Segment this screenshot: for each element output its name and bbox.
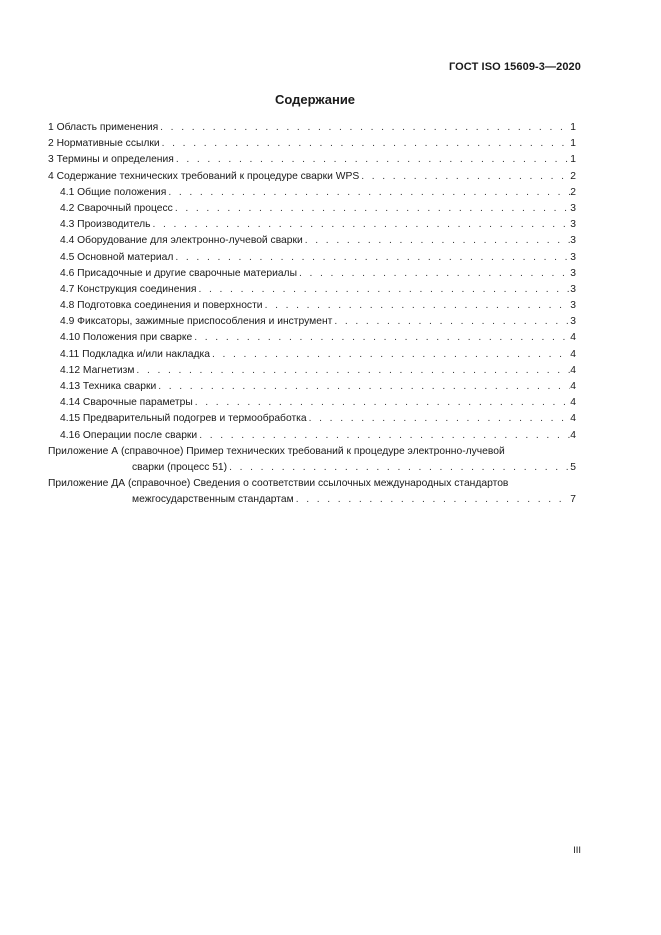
toc-leader-dots — [150, 217, 570, 233]
toc-leader-dots — [193, 395, 571, 411]
toc-leader-dots — [297, 266, 570, 282]
toc-entry[interactable] — [48, 152, 576, 168]
toc-page-number: 1 — [570, 138, 576, 150]
toc-title: Содержание — [274, 92, 356, 107]
standard-code-header: ГОСТ ISO 15609-3—2020 — [448, 61, 581, 73]
toc-leader-dots — [174, 152, 570, 168]
toc-page-number: 4 — [570, 397, 576, 409]
toc-entry[interactable] — [48, 379, 576, 395]
toc-entry[interactable] — [48, 217, 576, 233]
toc-entry-label: 4.11 Подкладка и/или накладка — [60, 348, 210, 360]
toc-entry[interactable] — [48, 314, 576, 330]
toc-leader-dots — [210, 347, 570, 363]
toc-page-number: 4 — [570, 348, 576, 360]
toc-entry[interactable] — [48, 395, 576, 411]
toc-page-number: 4 — [570, 429, 576, 441]
toc-entry-label: 4.7 Конструкция соединения — [60, 283, 197, 295]
toc-entry-label: 4.6 Присадочные и другие сварочные материалы — [60, 267, 297, 279]
toc-entry[interactable] — [48, 136, 576, 152]
toc-entry-label: 4.8 Подготовка соединения и поверхности — [60, 300, 263, 312]
toc-leader-dots — [307, 411, 571, 427]
toc-leader-dots — [197, 428, 570, 444]
toc-page-number: 3 — [570, 251, 576, 263]
toc-entry[interactable] — [48, 250, 576, 266]
toc-leader-dots — [263, 298, 571, 314]
toc-page-number: 7 — [570, 494, 576, 506]
toc-page-number: 3 — [570, 219, 576, 231]
toc-leader-dots — [134, 363, 570, 379]
toc-entry[interactable] — [48, 169, 576, 185]
toc-entry-label: 4.13 Техника сварки — [60, 381, 157, 392]
toc-entry-label: 4 Содержание технических требований к процедуре сварки WPS — [48, 170, 360, 182]
toc-entry[interactable] — [48, 363, 576, 379]
toc-entry[interactable] — [48, 330, 576, 346]
toc-entry-label: 4.10 Положения при сварке — [60, 332, 193, 344]
toc-page-number: 1 — [570, 154, 576, 166]
toc-page-number: 3 — [570, 316, 576, 328]
toc-entry[interactable] — [48, 282, 576, 298]
toc-appendix-da-subtitle: межгосударственным стандартам — [132, 494, 294, 506]
toc-entry-label: 4.9 Фиксаторы, зажимные приспособления и инструмент — [60, 316, 333, 328]
toc-page-number: 3 — [570, 202, 576, 214]
toc-leader-dots — [359, 169, 570, 185]
toc-page-number: 3 — [570, 283, 576, 295]
toc-leader-dots — [158, 120, 570, 136]
toc-entry-label: 4.4 Оборудование для электронно-лучевой сварки — [60, 235, 303, 247]
toc-entry[interactable] — [48, 298, 576, 314]
toc-entry-label: 4.1 Общие положения — [60, 186, 167, 198]
toc-entry[interactable] — [48, 411, 576, 427]
toc-entry-label: 4.2 Сварочный процесс — [60, 202, 173, 214]
toc-entry[interactable] — [48, 185, 576, 201]
toc-page-number: 4 — [570, 332, 576, 344]
toc-leader-dots — [332, 314, 570, 330]
toc-page-number: 3 — [570, 267, 576, 279]
toc-appendix-da-title: Приложение ДА (справочное) Сведения о соответствии ссылочных международных стандартов — [48, 478, 509, 490]
toc-leader-dots — [227, 460, 570, 476]
toc-page-number: 2 — [570, 170, 576, 182]
toc-leader-dots — [173, 201, 570, 217]
toc-entry[interactable] — [48, 120, 576, 136]
toc-page-number: 4 — [570, 364, 576, 376]
toc-leader-dots — [160, 136, 571, 152]
toc-leader-dots — [156, 379, 570, 395]
toc-page-number: 3 — [570, 235, 576, 247]
toc-entry[interactable] — [48, 347, 576, 363]
toc-appendix-a[interactable] — [48, 444, 576, 476]
toc-entry-label: 4.16 Операции после сварки — [60, 429, 198, 441]
toc-leader-dots — [192, 330, 570, 346]
toc-appendix-a-title: Приложение А (справочное) Пример технических требований к процедуре электронно-лучевой — [48, 445, 505, 457]
toc-entry[interactable] — [48, 233, 576, 249]
toc-entry-label: 1 Область применения — [48, 122, 159, 133]
toc-page-number: 5 — [570, 461, 576, 473]
page-number: III — [573, 845, 581, 856]
toc-appendix-a-continuation — [48, 460, 576, 476]
toc-entry-label: 4.3 Производитель — [60, 219, 151, 231]
toc-page-number: 1 — [570, 122, 576, 133]
toc-leader-dots — [294, 492, 571, 508]
toc-entry-label: 4.12 Магнетизм — [60, 364, 135, 376]
toc-entry-label: 4.14 Сварочные параметры — [60, 397, 193, 409]
toc-entry-label: 4.15 Предварительный подогрев и термообработка — [60, 413, 307, 425]
toc-leader-dots — [173, 250, 570, 266]
toc-entry-label: 3 Термины и определения — [48, 154, 174, 166]
toc-entry-label: 2 Нормативные ссылки — [48, 138, 160, 150]
toc-page-number: 2 — [570, 186, 576, 198]
toc-entry[interactable] — [48, 428, 576, 444]
toc-entry[interactable] — [48, 266, 576, 282]
toc-entry[interactable] — [48, 201, 576, 217]
toc-leader-dots — [166, 185, 570, 201]
table-of-contents — [48, 120, 576, 509]
toc-leader-dots — [303, 233, 571, 249]
toc-appendix-da-continuation — [48, 492, 576, 508]
toc-page-number: 3 — [570, 300, 576, 312]
toc-page-number: 4 — [570, 381, 576, 392]
toc-page-number: 4 — [570, 413, 576, 425]
toc-entry-label: 4.5 Основной материал — [60, 251, 174, 263]
toc-entries — [48, 120, 576, 444]
toc-appendix-a-subtitle: сварки (процесс 51) — [132, 461, 228, 473]
toc-appendix-da[interactable] — [48, 476, 576, 508]
toc-leader-dots — [196, 282, 570, 298]
